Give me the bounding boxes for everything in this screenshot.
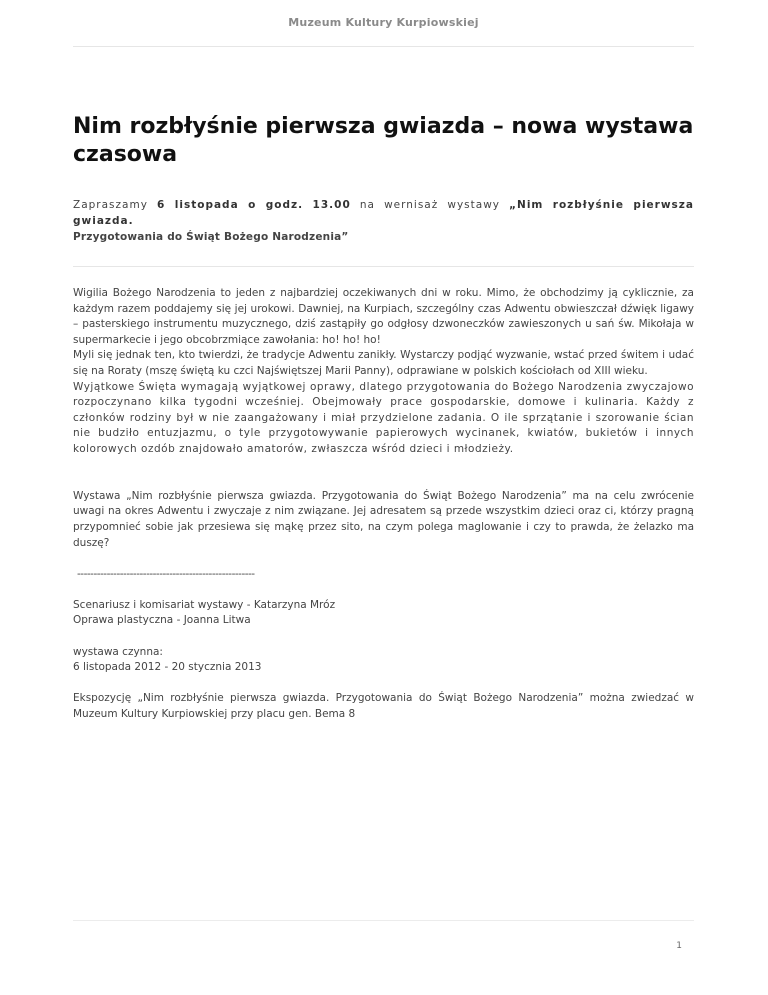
site-name: Muzeum Kultury Kurpiowskiej	[288, 16, 479, 29]
lead-exhibition-subtitle: Przygotowania do Świąt Bożego Narodzenia”	[73, 231, 349, 243]
paragraph: Wystawa „Nim rozbłyśnie pierwsza gwiazda. Przygotowania do Świąt Bożego Narodzenia” ma na celu zwrócenie uwagi na okres Adwentu i zwyczaje z nim związane. Jej adresatem są przede wszystkim dzieci oraz ci, którzy pragną przypomnieć sobie jak przesiewa się mąkę przez sito, na czym polega maglowanie i czy to prawda, że żelazko ma duszę?	[73, 489, 694, 549]
credits-scenario: Scenariusz i komisariat wystawy - Katarzyna Mróz	[73, 598, 336, 611]
lead-text: na wernisaż wystawy	[350, 199, 510, 211]
article-lead	[73, 197, 694, 245]
page-number: 1	[676, 941, 682, 951]
article-body	[73, 286, 694, 723]
paragraph: Wyjątkowe Święta wymagają wyjątkowej oprawy, dlatego przygotowania do Bożego Narodzenia zwyczajowo rozpoczynano kilka tygodni wcześniej. Obejmowały prace gospodarskie, domowe i kulinaria. Każdy z członków rodziny był w nie zaangażowany i miał przydzielone zadania. O ile sprzątanie i szorowanie ścian nie budziło entuzjazmu, o tyle przygotowywanie papierowych wycinanek, kwiatów, bukietów i innych kolorowych ozdób znajdowało amatorów, zwłaszcza wśród dzieci i młodzieży.	[73, 380, 694, 455]
open-label: wystawa czynna:	[73, 645, 163, 658]
lead-date: 6 listopada o godz. 13.00	[157, 199, 351, 211]
paragraph: Ekspozycję „Nim rozbłyśnie pierwsza gwiazda. Przygotowania do Świąt Bożego Narodzenia” można zwiedzać w Muzeum Kultury Kurpiowskiej przy placu gen. Bema 8	[73, 692, 694, 721]
open-dates: 6 listopada 2012 - 20 stycznia 2013	[73, 661, 262, 674]
divider	[73, 266, 694, 267]
dash-separator: ------------------------------------------------------	[77, 567, 255, 580]
lead-exhibition-title: „Nim rozbłyśnie pierwsza gwiazda.	[73, 199, 694, 227]
credits-design: Oprawa plastyczna - Joanna Litwa	[73, 614, 251, 627]
paragraph: Wigilia Bożego Narodzenia to jeden z najbardziej oczekiwanych dni w roku. Mimo, że obchodzimy ją cyklicznie, za każdym razem poddajemy się jej urokowi. Dawniej, na Kurpiach, szczególny czas Adwentu obwieszczał dźwięk ligawy – pasterskiego instrumentu muzycznego, dziś zastąpiły go odgłosy dzwoneczków zawieszonych u sań św. Mikołaja w supermarkecie i jego obcobrzmiące zawołania: ho! ho! ho!	[73, 287, 694, 346]
paragraph: Myli się jednak ten, kto twierdzi, że tradycje Adwentu zanikły. Wystarczy podjąć wyzwanie, wstać przed świtem i udać się na Roraty (mszę świętą ku czci Najświętszej Marii Panny), odprawiane w polskich kościołach od XIII wieku.	[73, 349, 694, 377]
page-header	[73, 0, 694, 47]
article-title: Nim rozbłyśnie pierwsza gwiazda – nowa wystawa czasowa	[73, 114, 694, 167]
page-footer	[73, 920, 694, 995]
article	[73, 113, 694, 723]
lead-text: Zapraszamy	[73, 199, 158, 211]
